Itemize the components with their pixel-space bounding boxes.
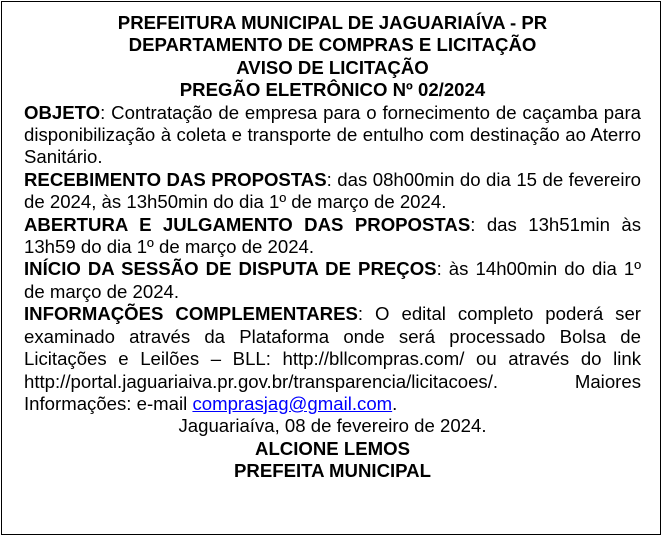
- signer-role: PREFEITA MUNICIPAL: [234, 460, 431, 482]
- date-line: Jaguariaíva, 08 de fevereiro de 2024.: [178, 415, 487, 437]
- header-municipality: PREFEITURA MUNICIPAL DE JAGUARIAÍVA - PR: [117, 12, 548, 33]
- objeto-paragraph: [24, 102, 641, 169]
- inicio-text: : às 14h00min do dia 1º de março de 2024.: [24, 258, 641, 302]
- informacoes-label: INFORMAÇÕES COMPLEMENTARES: [24, 303, 358, 325]
- objeto-text: : Contratação de empresa para o fornecimento de caçamba para disponibilização à coleta e transporte de entulho com destinação ao Aterro Sanitário.: [24, 101, 641, 168]
- inicio-label: INÍCIO DA SESSÃO DE DISPUTA DE PREÇOS: [24, 258, 437, 280]
- notice-content: [24, 12, 641, 483]
- abertura-label: ABERTURA E JULGAMENTO DAS PROPOSTAS: [24, 213, 471, 235]
- header-notice-title: AVISO DE LICITAÇÃO: [236, 56, 429, 78]
- objeto-label: OBJETO: [24, 101, 101, 123]
- informacoes-text: : O edital completo poderá ser examinado através da Plataforma onde será processado Bolsa de Licitações e Leilões – BLL: http://bllcompras.com/ ou através do link http://portal.jaguariaiva.pr.gov.br/transparencia/licitacoes/. Maiores Informações: e-mail: [24, 303, 641, 414]
- abertura-text: : das 13h51min às 13h59 do dia 1º de março de 2024.: [24, 213, 641, 258]
- email-link[interactable]: comprasjag@gmail.com: [192, 392, 393, 414]
- header-auction-number: PREGÃO ELETRÔNICO Nº 02/2024: [179, 79, 486, 101]
- notice-header: [24, 12, 641, 102]
- signer-name: ALCIONE LEMOS: [255, 437, 410, 459]
- abertura-paragraph: [24, 214, 641, 259]
- informacoes-paragraph: [24, 303, 641, 415]
- recebimento-text: : das 08h00min do dia 15 de fevereiro de 2024, às 13h50min do dia 1º de março de 2024.: [24, 168, 641, 213]
- recebimento-paragraph: [24, 169, 641, 214]
- inicio-paragraph: [24, 258, 641, 303]
- recebimento-label: RECEBIMENTO DAS PROPOSTAS: [24, 168, 327, 190]
- informacoes-end: .: [392, 392, 398, 414]
- header-department: DEPARTAMENTO DE COMPRAS E LICITAÇÃO: [128, 34, 537, 56]
- notice-frame: [1, 1, 661, 535]
